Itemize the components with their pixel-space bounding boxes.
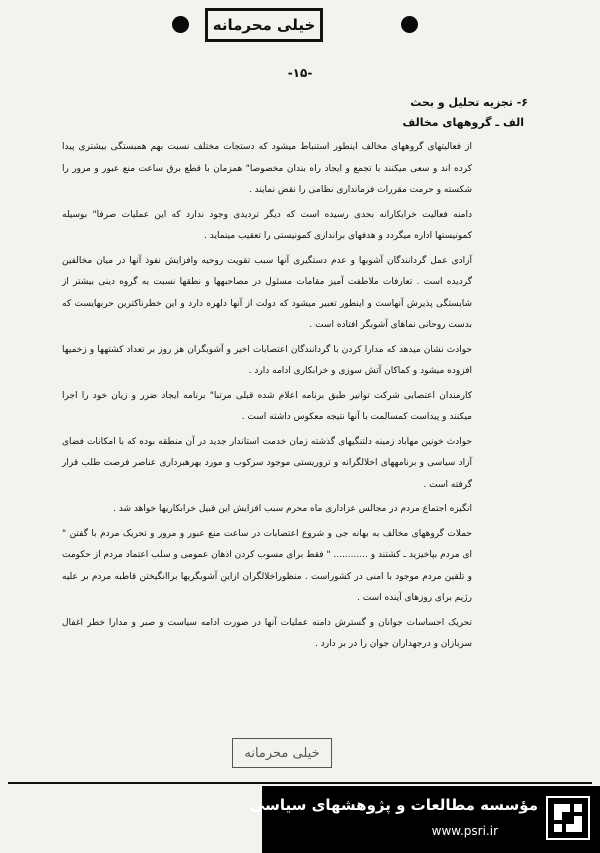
classification-stamp-bottom: خیلی محرمانه <box>232 738 332 768</box>
subsection-title: الف ـ گروههای مخالف <box>402 116 524 129</box>
document-body <box>62 137 472 656</box>
psri-logo-icon <box>546 796 590 840</box>
footer-divider <box>8 782 592 784</box>
publisher-url[interactable]: www.psri.ir <box>431 824 498 838</box>
page-number: -۱۵- <box>287 66 313 80</box>
paragraph: حوادث خونین مهاباد زمینه دلتنگیهای گذشته زمان خدمت استاندار جدید در آن منطقه بوده که با امکانات فضای آزاد سیاسی و برنامههای اخلالگرانه و تروریستی موجود سرکوب و مورد بهرهبرداری عناصر فرصت طلب قرار گرفته است . <box>62 436 472 490</box>
paragraph: تحریک احساسات جوانان و گسترش دامنه عملیات آنها در صورت ادامه سیاست و صبر و مدارا خطر اغفال سربازان و درجهداران جوان را در بر دارد . <box>62 617 472 649</box>
paragraph: کارمندان اعتصابی شرکت توانیر طبق برنامه اعلام شده قبلی مرتبا" برنامه ایجاد ضرر و زیان خود را اجرا میکنند و پیداست کمسالمت با آنها نتیجه معکوس داشته است . <box>62 390 472 422</box>
section-title: ۶- تجزیه تحلیل و بحث <box>410 96 528 109</box>
punch-hole-right <box>401 16 418 33</box>
paragraph: انگیزه اجتماع مردم در مجالس عزاداری ماه محرم سبب افزایش این قبیل خرابکاریها خواهد شد . <box>113 504 472 514</box>
paragraph: از فعالیتهای گروههای مخالف اینطور استنباط میشود که دستجات مختلف نسبت بهم همبستگی بیشتری پیدا کرده اند و سعی میکنند با تجمع و ایجاد راه بندان مخصوصا" همزمان با قطع برق ساعت منع عبور و مرور را شکسته و حرمت مقررات فرمانداری نظامی را نقض نمایند . <box>62 142 472 195</box>
paragraph: آزادی عمل گردانندگان آشوبها و عدم دستگیری آنها سبب تقویت روحیه وافزایش نفوذ آنها در میان مخالفین گردیده است . تعارفات ملاطفت آمیز مقامات مسئول در مصاحبهها و نطقها نسبت به گروه دینی بیشتر از شایستگی پذیرش آنهاست و اینطور تعبیر میشود که دولت از آنها دلهره دارد و این خطرناکترین حربهایست که بدست روحانی نماهای آشوبگر افتاده است . <box>62 255 472 330</box>
publisher-footer <box>249 786 600 853</box>
paragraph: حوادث نشان میدهد که مدارا کردن با گردانندگان اعتصابات اخیر و آشوبگران هر روز بر تعداد کشتهها و زخمیها افزوده میشود و کماکان آتش سوزی و خرابکاری ادامه دارد . <box>62 344 472 376</box>
punch-hole-left <box>172 16 189 33</box>
paragraph: دامنه فعالیت خرابکارانه بحدی رسیده است که دیگر تردیدی وجود ندارد که این عملیات صرفا" بوسیله کمونیستها اداره میگردد و هدفهای براندازی کمونیستی را تعقیب مینماید . <box>62 209 472 241</box>
paragraph: حملات گروههای مخالف به بهانه جی و شروع اعتصابات در ساعت منع عبور و مرور و تحریک مردم با گفتن " ای مردم بپاخیزید ـ کشتند و ............ " فقط برای مسوب کردن اذهان عمومی و سلب اعتماد مردم از حکومت و تلقین مردم موجود با امنی در کشوراست . منظوراخلالگران ازاین آشوبگریها براانگیختن قاطبه مردم بر علیه رژیم برای روزهای آینده است . <box>62 528 472 603</box>
publisher-name: مؤسسه مطالعات و پژوهشهای سیاسی <box>249 796 538 814</box>
classification-stamp-top: خیلی محرمانه <box>205 8 323 42</box>
